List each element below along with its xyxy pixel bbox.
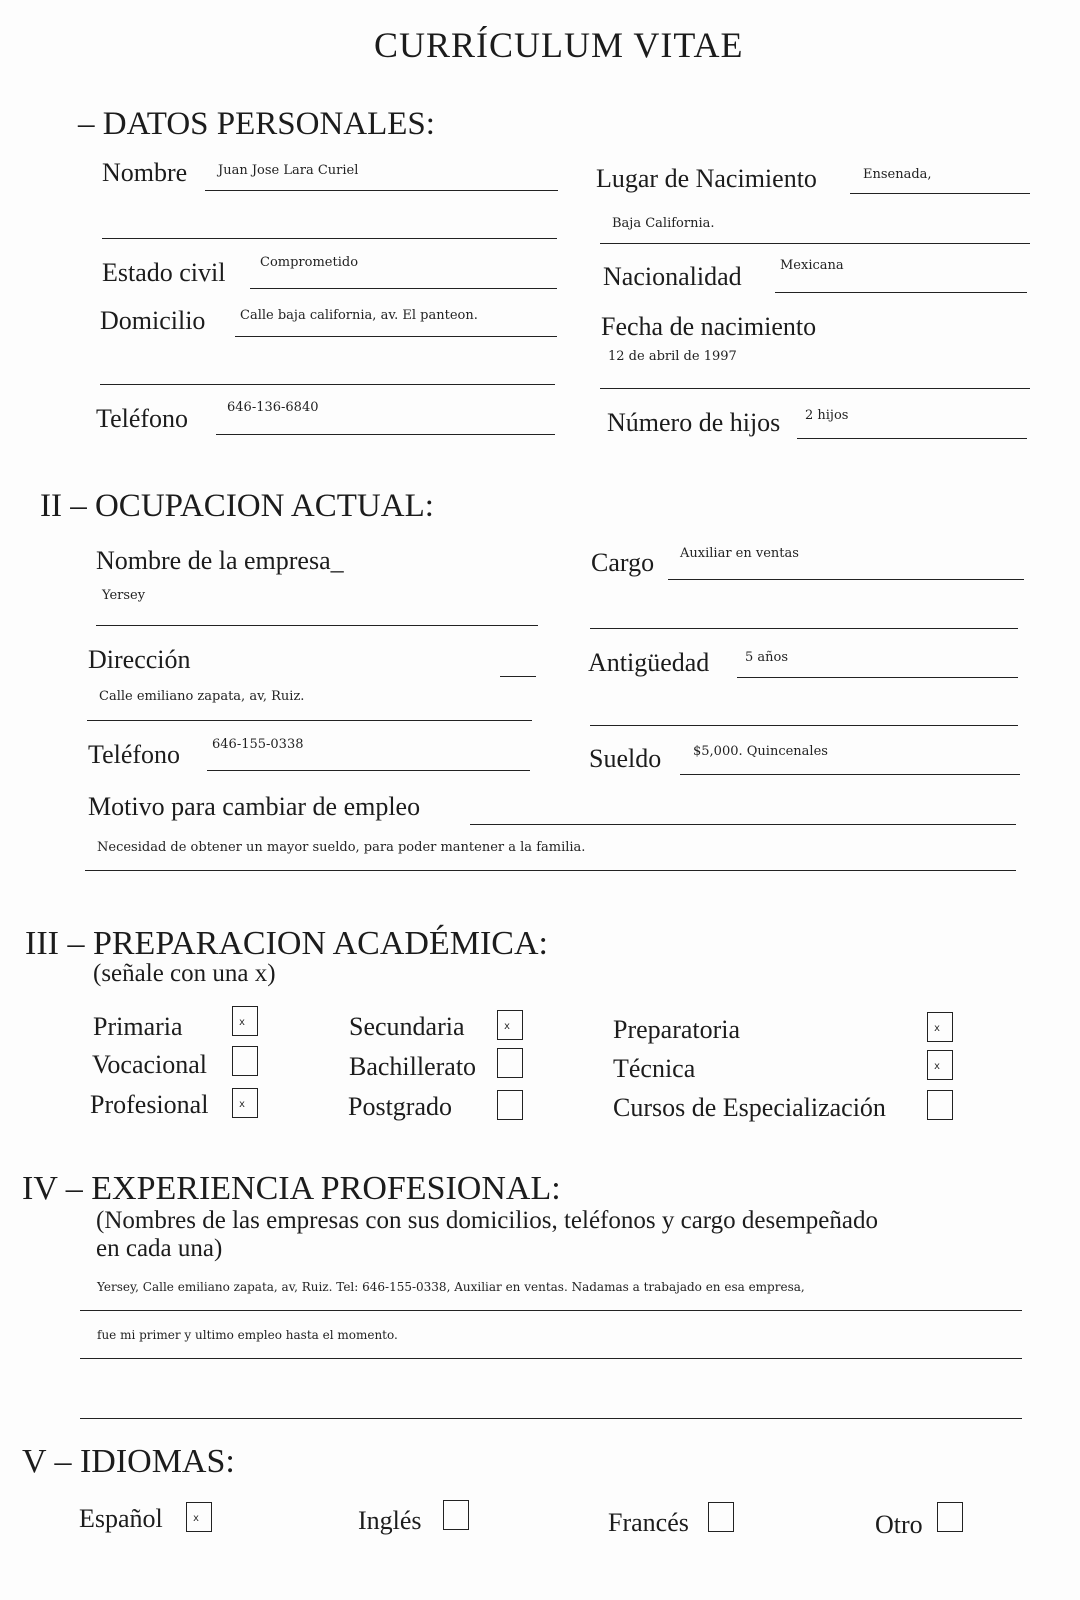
language-option-label: Francés (608, 1508, 689, 1537)
motivo-value[interactable]: Necesidad de obtener un mayor sueldo, para poder mantener a la familia. (97, 840, 586, 855)
check-mark: x (239, 1099, 246, 1110)
lugar-line (850, 193, 1030, 194)
language-option-label: Otro (875, 1510, 923, 1539)
section-heading-preparacion-academica: III – PREPARACION ACADÉMICA: (25, 925, 548, 962)
education-option-label: Vocacional (92, 1050, 208, 1079)
sueldo-line (680, 774, 1020, 775)
education-option-label: Primaria (93, 1012, 183, 1041)
check-mark: x (934, 1061, 941, 1072)
antiguedad-value[interactable]: 5 años (745, 650, 789, 665)
check-mark: x (239, 1017, 246, 1028)
fecha-nacimiento-label: Fecha de nacimiento (601, 312, 817, 341)
education-option-checkbox[interactable] (232, 1006, 258, 1036)
language-option-checkbox[interactable] (186, 1502, 212, 1532)
education-option-checkbox[interactable] (497, 1010, 523, 1040)
education-option-checkbox[interactable] (497, 1048, 523, 1078)
cargo-label: Cargo (591, 548, 655, 577)
language-option-checkbox[interactable] (708, 1502, 734, 1532)
section-heading-idiomas: V – IDIOMAS: (22, 1443, 235, 1480)
empresa-label: Nombre de la empresa_ (96, 546, 344, 575)
motivo-line-2 (85, 870, 1016, 871)
estado-civil-value[interactable]: Comprometido (260, 255, 359, 270)
antiguedad-line-2 (590, 725, 1018, 726)
telefono-empresa-value[interactable]: 646-155-0338 (212, 737, 304, 752)
education-option-label: Postgrado (348, 1092, 452, 1121)
cargo-line-2 (590, 628, 1018, 629)
language-option-label: Inglés (358, 1506, 422, 1535)
experiencia-instruction-2: en cada una) (96, 1235, 223, 1262)
sueldo-label: Sueldo (589, 744, 662, 773)
telefono-empresa-line (207, 770, 530, 771)
domicilio-value[interactable]: Calle baja california, av. El panteon. (240, 308, 478, 323)
nombre-label: Nombre (102, 158, 188, 187)
telefono-line (216, 434, 555, 435)
fecha-nacimiento-value[interactable]: 12 de abril de 1997 (608, 349, 737, 364)
cargo-line (668, 579, 1024, 580)
lugar-line-2 (600, 243, 1030, 244)
domicilio-line (235, 336, 557, 337)
education-option-label: Profesional (90, 1090, 209, 1119)
education-option-checkbox[interactable] (927, 1012, 953, 1042)
lugar-nacimiento-label: Lugar de Nacimiento (596, 164, 817, 193)
nombre-value[interactable]: Juan Jose Lara Curiel (218, 163, 359, 178)
education-option-label: Secundaria (349, 1012, 465, 1041)
empresa-value[interactable]: Yersey (102, 588, 146, 603)
domicilio-label: Domicilio (100, 306, 206, 335)
lugar-nacimiento-value-2[interactable]: Baja California. (612, 216, 715, 231)
experiencia-line-3 (80, 1418, 1022, 1419)
nombre-line-2 (102, 238, 557, 239)
language-option-label: Español (79, 1504, 163, 1533)
domicilio-line-2 (100, 384, 555, 385)
education-option-label: Preparatoria (613, 1015, 741, 1044)
telefono-value[interactable]: 646-136-6840 (227, 400, 319, 415)
section-heading-datos-personales: – DATOS PERSONALES: (78, 106, 435, 142)
sueldo-value[interactable]: $5,000. Quincenales (693, 744, 828, 759)
experiencia-value-1[interactable]: Yersey, Calle emiliano zapata, av, Ruiz. Tel: 646-155-0338, Auxiliar en ventas. Nadamas a trabajado en esa empresa, (97, 1280, 805, 1294)
experiencia-line-2 (80, 1358, 1022, 1359)
language-option-checkbox[interactable] (937, 1502, 963, 1532)
experiencia-value-2[interactable]: fue mi primer y ultimo empleo hasta el momento. (97, 1328, 398, 1342)
section-heading-ocupacion-actual: II – OCUPACION ACTUAL: (40, 488, 434, 524)
numero-hijos-value[interactable]: 2 hijos (805, 408, 849, 423)
numero-hijos-label: Número de hijos (607, 408, 781, 437)
education-option-checkbox[interactable] (927, 1090, 953, 1120)
document-title: CURRÍCULUM VITAE (374, 25, 744, 65)
telefono-label: Teléfono (96, 404, 189, 433)
direccion-label: Dirección (88, 645, 191, 674)
hijos-line (797, 438, 1027, 439)
nombre-line (205, 190, 558, 191)
check-mark: x (193, 1513, 200, 1524)
education-option-checkbox[interactable] (497, 1090, 523, 1120)
empresa-line (96, 625, 538, 626)
education-option-label: Bachillerato (349, 1052, 477, 1081)
direccion-short-line (500, 676, 536, 677)
section-instruction: (señale con una x) (93, 960, 276, 987)
education-option-label: Cursos de Especialización (613, 1093, 886, 1122)
direccion-value[interactable]: Calle emiliano zapata, av, Ruiz. (99, 689, 305, 704)
antiguedad-label: Antigüedad (588, 648, 710, 677)
education-option-label: Técnica (613, 1054, 696, 1083)
direccion-line (87, 720, 532, 721)
experiencia-line-1 (80, 1310, 1022, 1311)
section-heading-experiencia-profesional: IV – EXPERIENCIA PROFESIONAL: (22, 1170, 561, 1207)
cargo-value[interactable]: Auxiliar en ventas (680, 546, 799, 561)
lugar-nacimiento-value[interactable]: Ensenada, (863, 167, 932, 182)
education-option-checkbox[interactable] (232, 1046, 258, 1076)
check-mark: x (504, 1021, 511, 1032)
motivo-label: Motivo para cambiar de empleo (88, 792, 421, 821)
check-mark: x (934, 1023, 941, 1034)
nacionalidad-label: Nacionalidad (603, 262, 742, 291)
education-option-checkbox[interactable] (927, 1050, 953, 1080)
telefono-empresa-label: Teléfono (88, 740, 181, 769)
experiencia-instruction-1: (Nombres de las empresas con sus domicilios, teléfonos y cargo desempeñado (96, 1207, 878, 1234)
estado-civil-label: Estado civil (102, 258, 226, 287)
motivo-line (470, 824, 1016, 825)
estado-line (250, 288, 557, 289)
nacionalidad-line (775, 292, 1027, 293)
antiguedad-line (737, 677, 1018, 678)
fecha-line (600, 388, 1030, 389)
nacionalidad-value[interactable]: Mexicana (780, 258, 844, 273)
language-option-checkbox[interactable] (443, 1500, 469, 1530)
education-option-checkbox[interactable] (232, 1088, 258, 1118)
